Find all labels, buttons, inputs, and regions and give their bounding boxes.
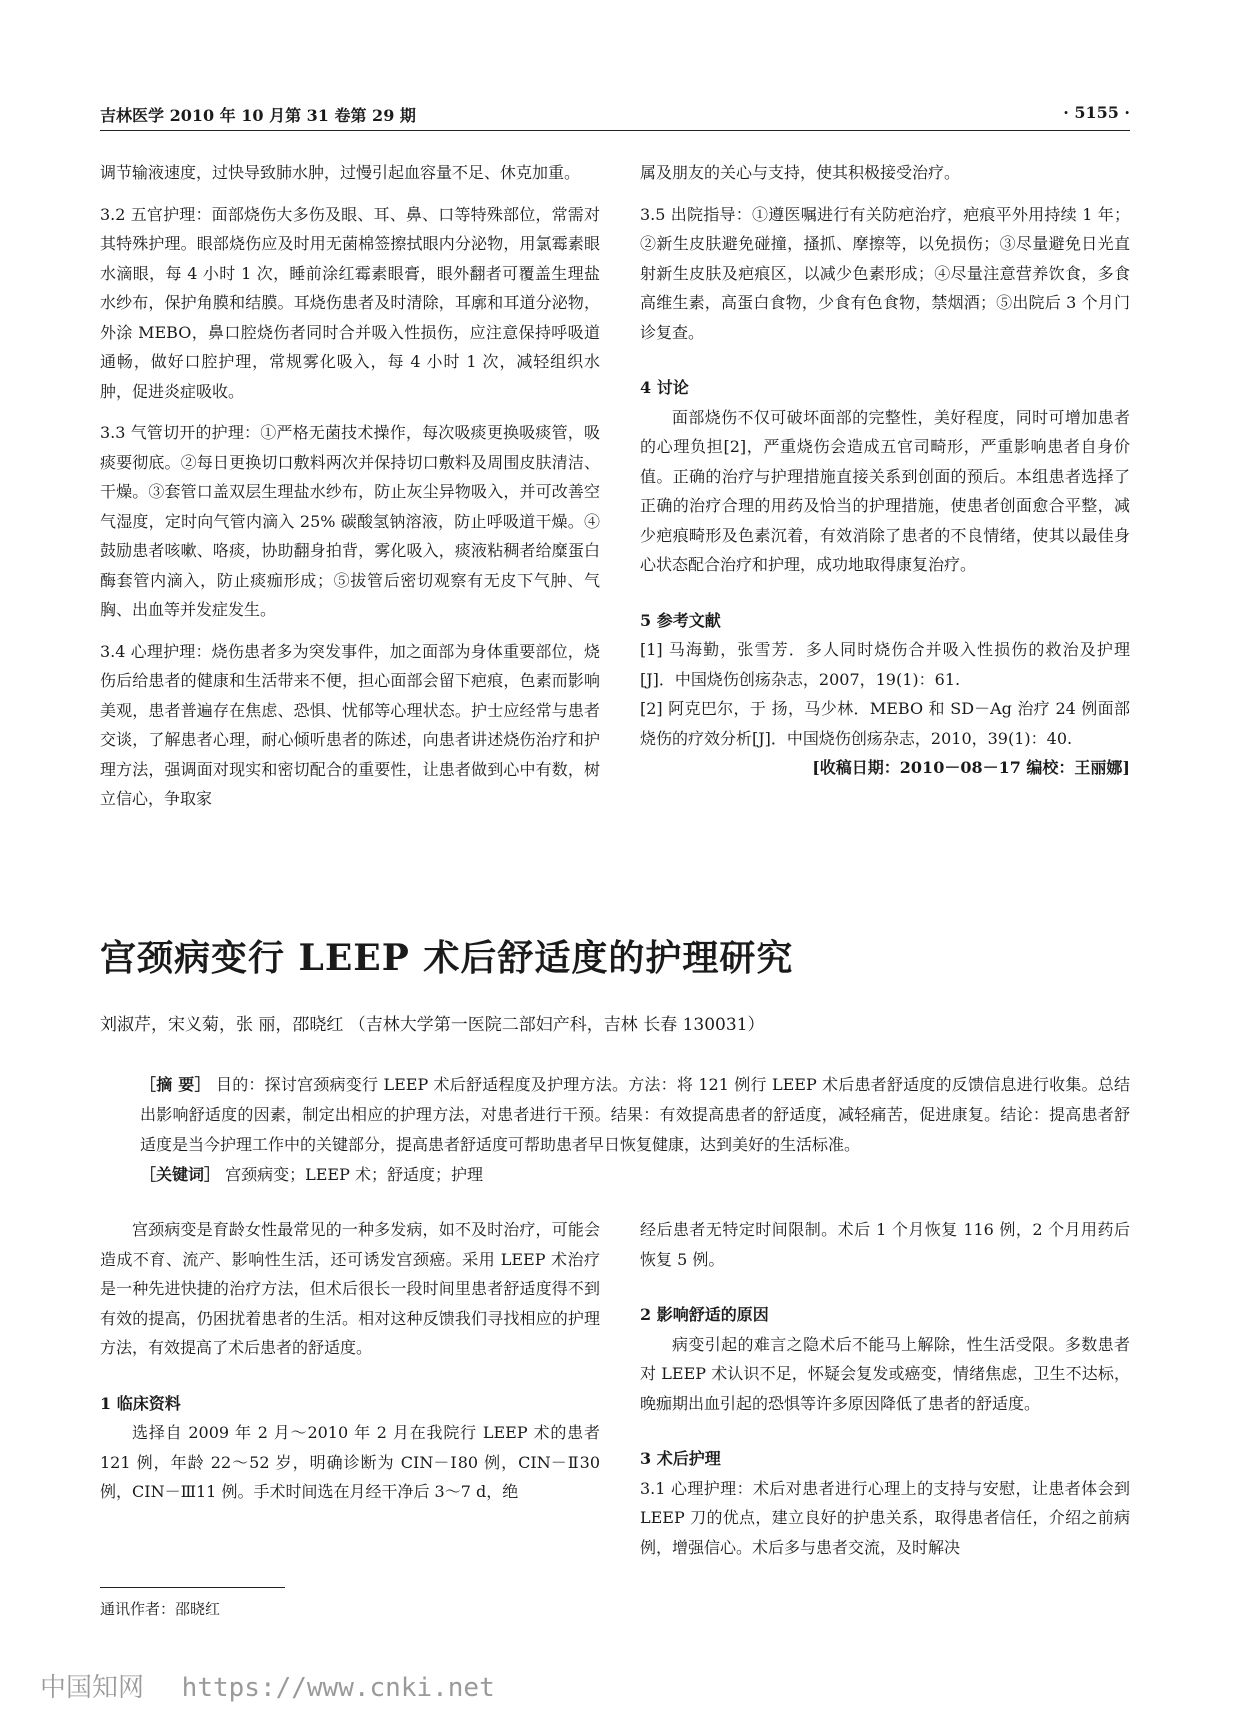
keywords — [140, 1160, 1130, 1190]
section-3-1: 3.1 心理护理：术后对患者进行心理上的支持与安慰，让患者体会到 LEEP 刀的优点，建立良好的护患关系，取得患者信任，介绍之前病例，增强信心。术后多与患者交流，及时解决 — [640, 1478, 1130, 1557]
keywords-text: 宫颈病变；LEEP 术；舒适度；护理 — [225, 1165, 483, 1184]
section-1-heading: 1 临床资料 — [100, 1393, 181, 1413]
section-4-heading: 4 讨论 — [640, 378, 689, 397]
abstract-label: ［摘 要］ — [140, 1075, 211, 1094]
journal-info: 吉林医学 2010 年 10 月第 31 卷第 29 期 — [100, 106, 416, 125]
cnki-watermark — [40, 1667, 495, 1704]
abstract-block — [140, 1070, 1130, 1190]
received-date: [收稿日期：2010－08－17 编校：王丽娜] — [812, 758, 1130, 777]
keywords-label: ［关键词］ — [140, 1165, 221, 1184]
watermark-url: https://www.cnki.net — [181, 1673, 495, 1703]
watermark-brand: 中国知网 — [40, 1673, 145, 1703]
intro-paragraph: 宫颈病变是育龄女性最常见的一种多发病，如不及时治疗，可能会造成不育、流产、影响性生活，还可诱发宫颈癌。采用 LEEP 术治疗是一种先进快捷的治疗方法，但术后很长一段时间里患者舒适度得不到有效的提高，仍困扰着患者的生活。相对这种反馈我们寻找相应的护理方法，有效提高了术后患者的舒适度。 — [100, 1220, 600, 1357]
top-left-column — [100, 158, 600, 814]
reference-item: [2] 阿克巴尔，于 扬，马少林．MEBO 和 SD－Ag 治疗 24 例面部烧伤的疗效分析[J]．中国烧伤创疡杂志，2010，39(1)：40. — [640, 699, 1130, 748]
abstract-text: 目的：探讨宫颈病变行 LEEP 术后舒适程度及护理方法。方法：将 121 例行 LEEP 术后患者舒适度的反馈信息进行收集。总结出影响舒适度的因素，制定出相应的护理方法，对患者进行干预。结果：有效提高患者的舒适度，减轻痛苦，促进康复。结论：提高患者舒适度是当今护理工作中的关键部分，提高患者舒适度可帮助患者早日恢复健康，达到美好的生活标准。 — [140, 1075, 1130, 1154]
top-right-column — [640, 158, 1130, 783]
paragraph: 调节输液速度，过快导致肺水肿，过慢引起血容量不足、休克加重。 — [100, 163, 581, 182]
running-header — [100, 103, 1130, 129]
section-2-heading: 2 影响舒适的原因 — [640, 1305, 769, 1324]
bottom-left-column — [100, 1215, 600, 1507]
page-number: · 5155 · — [1063, 103, 1130, 122]
footnote-divider — [100, 1587, 285, 1588]
section-3-3: 3.3 气管切开的护理：①严格无菌技术操作，每次吸痰更换吸痰管，吸痰要彻底。②每日更换切口敷料两次并保持切口敷料及周围皮肤清洁、干燥。③套管口盖双层生理盐水纱布，防止灰尘异物吸入，并可改善空气湿度，定时向气管内滴入 25% 碳酸氢钠溶液，防止呼吸道干燥。④鼓励患者咳嗽、咯痰，协助翻身拍背，雾化吸入，痰液粘稠者给糜蛋白酶套管内滴入，防止痰痂形成；⑤拔管后密切观察有无皮下气肿、气胸、出血等并发症发生。 — [100, 423, 600, 619]
abstract — [140, 1070, 1130, 1160]
section-2-body: 病变引起的难言之隐术后不能马上解除，性生活受限。多数患者对 LEEP 术认识不足，怀疑会复发或癌变，情绪焦虑，卫生不达标，晚痂期出血引起的恐惧等许多原因降低了患者的舒适度。 — [640, 1334, 1130, 1413]
paragraph: 经后患者无特定时间限制。术后 1 个月恢复 116 例，2 个月用药后恢复 5 例。 — [640, 1220, 1130, 1269]
section-3-heading: 3 术后护理 — [640, 1449, 721, 1468]
section-3-5: 3.5 出院指导：①遵医嘱进行有关防疤治疗，疤痕平外用持续 1 年；②新生皮肤避免碰撞，搔抓、摩擦等，以免损伤；③尽量避免日光直射新生皮肤及疤痕区，以减少色素形成；④尽量注意营养饮食，多食高维生素，高蛋白食物，少食有色食物，禁烟酒；⑤出院后 3 个月门诊复查。 — [640, 204, 1130, 342]
paragraph: 属及朋友的关心与支持，使其积极接受治疗。 — [640, 163, 961, 182]
corresponding-author: 通讯作者：邵晓红 — [100, 1600, 221, 1618]
section-4-body: 面部烧伤不仅可破坏面部的完整性，美好程度，同时可增加患者的心理负担[2]，严重烧伤会造成五官司畸形，严重影响患者自身价值。正确的治疗与护理措施直接关系到创面的预后。本组患者选择了正确的治疗合理的用药及恰当的护理措施，使患者创面愈合平整，减少疤痕畸形及色素沉着，有效消除了患者的不良情绪，使其以最佳身心状态配合治疗和护理，成功地取得康复治疗。 — [640, 407, 1130, 574]
section-3-4: 3.4 心理护理：烧伤患者多为突发事件，加之面部为身体重要部位，烧伤后给患者的健康和生活带来不便，担心面部会留下疤痕，色素而影响美观，患者普遍存在焦虑、恐惧、忧郁等心理状态。护士应经常与患者交谈，了解患者心理，耐心倾听患者的陈述，向患者讲述烧伤治疗和护理方法，强调面对现实和密切配合的重要性，让患者做到心中有数，树立信心，争取家 — [100, 641, 600, 808]
bottom-right-column — [640, 1215, 1130, 1562]
reference-item: [1] 马海勤，张雪芳．多人同时烧伤合并吸入性损伤的救治及护理[J]．中国烧伤创疡杂志，2007，19(1)：61. — [640, 640, 1130, 689]
section-3-2: 3.2 五官护理：面部烧伤大多伤及眼、耳、鼻、口等特殊部位，常需对其特殊护理。眼部烧伤应及时用无菌棉签擦拭眼内分泌物，用氯霉素眼水滴眼，每 4 小时 1 次，睡前涂红霉素眼膏，眼外翻者可覆盖生理盐水纱布，保护角膜和结膜。耳烧伤患者及时清除，耳廓和耳道分泌物，外涂 MEBO，鼻口腔烧伤者同时合并吸入性损伤，应注意保持呼吸道通畅，做好口腔护理，常规雾化吸入，每 4 小时 1 次，减轻组织水肿，促进炎症吸收。 — [100, 204, 600, 401]
section-1-body: 选择自 2009 年 2 月～2010 年 2 月在我院行 LEEP 术的患者 121 例，年龄 22～52 岁，明确诊断为 CIN－Ⅰ80 例，CIN－Ⅱ30 例，CIN－Ⅲ11 例。手术时间选在月经干净后 3～7 d，绝 — [100, 1423, 600, 1501]
references-heading: 5 参考文献 — [640, 610, 721, 630]
article-authors: 刘淑芹，宋义菊，张 丽，邵晓红 （吉林大学第一医院二部妇产科，吉林 长春 130031） — [100, 1015, 765, 1035]
article-title: 宫颈病变行 LEEP 术后舒适度的护理研究 — [100, 937, 794, 979]
header-divider — [100, 130, 1130, 131]
